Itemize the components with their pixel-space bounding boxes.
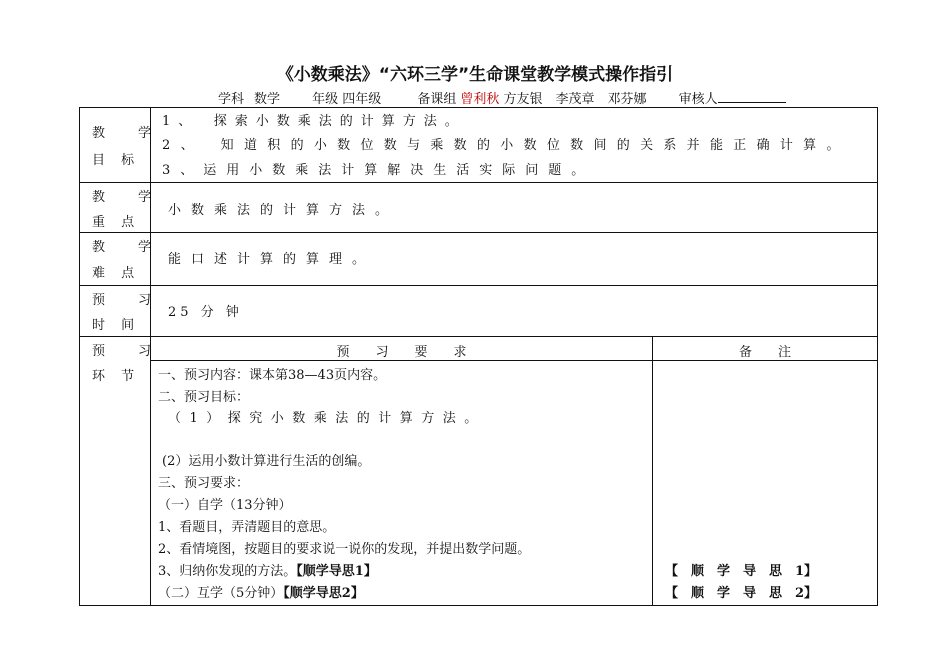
page-title: 《小数乘法》“六环三学”生命课堂教学模式操作指引 xyxy=(276,65,674,85)
difficulty-text: 能口述计算的算理。 xyxy=(168,252,376,267)
notes-header: 备 注 xyxy=(738,345,791,360)
requirement-line: 1、看题目，弄清题目的意思。 xyxy=(158,520,336,535)
preview-time-label-bottom: 时 间 xyxy=(92,318,141,333)
guide-tag-1: 【顺学导思1】 xyxy=(296,564,377,579)
difficulty-label-top: 教 学 xyxy=(92,240,162,255)
key-points-label-bottom: 重 点 xyxy=(92,215,141,230)
requirement-line: （一）自学（13分钟） xyxy=(158,498,292,513)
key-points-label-top: 教 学 xyxy=(92,190,162,205)
requirement-line xyxy=(158,560,377,579)
preview-time-label-top: 预 习 xyxy=(92,293,162,308)
requirement-text: （二）互学（5分钟） xyxy=(158,586,284,601)
goal-item: 1、 探索小数乘法的计算方法。 xyxy=(162,114,466,129)
note-guide-2: 【 顺 学 导 思 2】 xyxy=(665,586,818,601)
preview-stage-label-top: 预 习 xyxy=(92,344,162,359)
goals-label-bottom: 目 标 xyxy=(92,153,141,168)
goal-item: 3、运用小数乘法计算解决生活实际问题。 xyxy=(162,163,595,178)
key-points-text: 小数乘法的计算方法。 xyxy=(168,203,399,218)
goals-label-top: 教 学 xyxy=(92,126,162,141)
requirement-line: 三、预习要求： xyxy=(158,476,250,491)
grade-value: 四年级 xyxy=(338,88,399,108)
reviewer-label: 审核人 xyxy=(678,92,718,107)
requirement-line: (2）运用小数计算进行生活的创编。 xyxy=(162,454,371,469)
prep-members: 方友银 李茂章 邓芬娜 xyxy=(503,92,647,107)
requirement-line: 2、看情境图，按题目的要求说一说你的发现，并提出数学问题。 xyxy=(158,542,531,557)
subject-value: 数学 xyxy=(244,88,294,108)
requirement-line: （1）探究小数乘法的计算方法。 xyxy=(168,411,486,426)
prep-group-label: 备课组 xyxy=(417,92,457,107)
requirements-header: 预 习 要 求 xyxy=(336,345,467,360)
prep-lead: 曾利秋 xyxy=(460,92,500,107)
requirement-line: 一、预习内容：课本第38—43页内容。 xyxy=(158,368,387,383)
requirement-line: 二、预习目标： xyxy=(158,390,250,405)
requirement-line xyxy=(158,582,364,601)
requirement-text: 3、归纳你发现的方法。 xyxy=(158,564,297,579)
preview-time-text: 25 分 钟 xyxy=(168,305,243,320)
goal-item: 2、 知道积的小数位数与乘数的小数位数间的关系并能正确计算。 xyxy=(162,138,850,153)
note-guide-1: 【 顺 学 导 思 1】 xyxy=(665,564,818,579)
subject-label: 学科 xyxy=(218,92,245,107)
grade-label: 年级 xyxy=(312,92,339,107)
guide-tag-2: 【顺学导思2】 xyxy=(283,586,364,601)
preview-stage-label-bottom: 环 节 xyxy=(92,369,141,384)
difficulty-label-bottom: 难 点 xyxy=(92,266,141,281)
